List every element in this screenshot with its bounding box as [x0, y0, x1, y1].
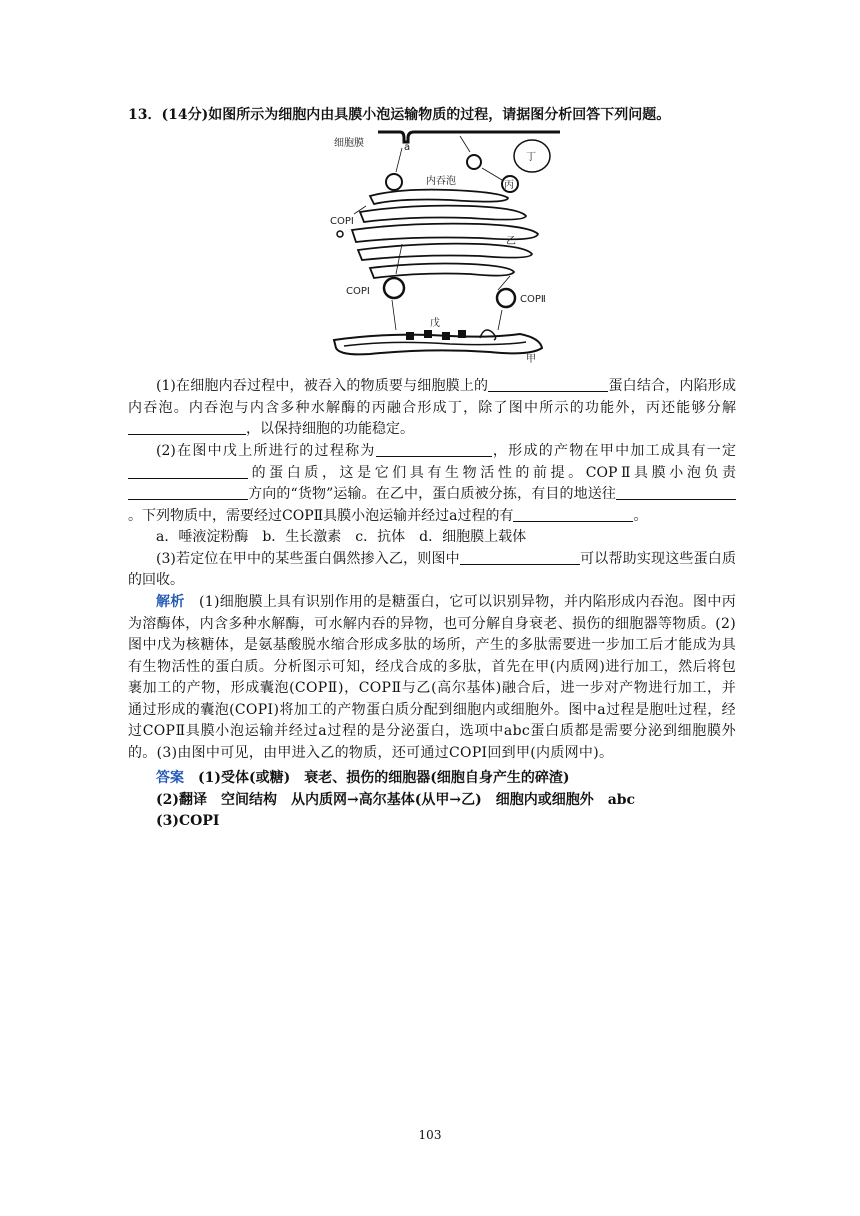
answer-blank-7[interactable]	[513, 507, 633, 522]
answer-label: 答案	[156, 770, 184, 786]
analysis-section	[128, 592, 736, 764]
options-line: a．唾液淀粉酶 b．生长激素 c．抗体 d．细胞膜上载体	[156, 529, 527, 545]
analysis-label: 解析	[156, 594, 185, 610]
answer-blank-2[interactable]	[128, 420, 246, 435]
question-title: 13．(14分)如图所示为细胞内由具膜小泡运输物质的过程，请据图分析回答下列问题。	[128, 107, 671, 123]
answer-blank-3[interactable]	[376, 442, 492, 457]
part2-text-e: 。下列物质中，需要经过COPⅡ具膜小泡运输并经过a过程的有	[128, 507, 514, 524]
page-number: 103	[418, 1128, 442, 1142]
answer-line-2: (2)翻译 空间结构 从内质网→高尔基体(从甲→乙) 细胞内或细胞外 abc	[156, 791, 636, 808]
part2-text-f: 。	[633, 507, 648, 524]
part-1	[128, 376, 736, 441]
answer-blank-5[interactable]	[128, 485, 248, 500]
answer-blank-8[interactable]	[460, 550, 580, 565]
label-cell-membrane: 细胞膜	[334, 138, 364, 149]
part3-text-a: (3)若定位在甲中的某些蛋白偶然掺入乙，则图中	[156, 550, 460, 567]
label-ding: 丁	[526, 152, 536, 163]
part2-text-b: ，形成的产物在甲中加工成具有一定	[491, 443, 736, 459]
label-copii: COPⅡ	[520, 294, 546, 305]
part1-text-a: (1)在细胞内吞过程中，被吞入的物质要与细胞膜上的	[156, 378, 489, 394]
answer-blank-6[interactable]	[616, 485, 736, 500]
label-jia: 甲	[526, 354, 536, 365]
vesicle-transport-figure	[330, 126, 570, 366]
label-bing: 丙	[504, 180, 514, 191]
part1-text-b: 蛋白结合，内陷形成内吞泡。内吞泡与内含多种水解酶的丙融合形成丁，除了图中所示的功能外，丙还能够分解	[128, 378, 736, 416]
part3-text-b: 可以帮助实现这些蛋白质的回收。	[128, 550, 736, 588]
answer-section	[128, 768, 736, 833]
part2-text-d: 方向的“货物”运输。在乙中，蛋白质被分拣，有目的地送往	[248, 486, 616, 502]
answer-line-3: (3)COPⅠ	[156, 813, 220, 829]
answer-blank-4[interactable]	[128, 464, 248, 479]
label-copi-mid: COPⅠ	[346, 286, 370, 297]
label-yi: 乙	[506, 236, 516, 247]
analysis-text: (1)细胞膜上具有识别作用的是糖蛋白，它可以识别异物，并内陷形成内吞泡。图中丙为溶酶体，内含多种水解酶，可水解内吞的异物，也可分解自身衰老、损伤的细胞器等物质。(2)图中戊为核糖体，是氨基酸脱水缩合形成多肽的场所，产生的多肽需要进一步加工后才能成为具有生物活性的蛋白质。分析图示可知，经戊合成的多肽，首先在甲(内质网)进行加工，然后将包裹加工的产物，形成囊泡(COPⅡ)，COPⅡ与乙(高尔基体)融合后，进一步对产物进行加工，并通过形成的囊泡(COPⅠ)将加工的产物蛋白质分配到细胞内或细胞外。图中a过程是胞吐过程，经过COPⅡ具膜小泡运输并经过a过程的是分泌蛋白，选项中abc蛋白质都是需要分泌到细胞膜外的。(3)由图中可见，由甲进入乙的物质，还可通过COPⅠ回到甲(内质网中)。	[128, 594, 736, 761]
part-2	[128, 441, 736, 592]
label-copi-top: COPⅠ	[330, 216, 354, 227]
part2-text-a: (2)在图中戊上所进行的过程称为	[156, 443, 376, 459]
answer-line-1: (1)受体(或糖) 衰老、损伤的细胞器(细胞自身产生的碎渣)	[198, 770, 570, 786]
label-wu: 戊	[430, 318, 440, 329]
part2-text-c: 的蛋白质，这是它们具有生物活性的前提。COPⅡ具膜小泡负责	[248, 464, 736, 481]
label-endocytic-vesicle: 内吞泡	[426, 176, 456, 187]
part1-text-c: ，以保持细胞的功能稳定。	[246, 421, 414, 437]
answer-blank-1[interactable]	[488, 377, 608, 392]
label-a: a	[404, 142, 411, 153]
